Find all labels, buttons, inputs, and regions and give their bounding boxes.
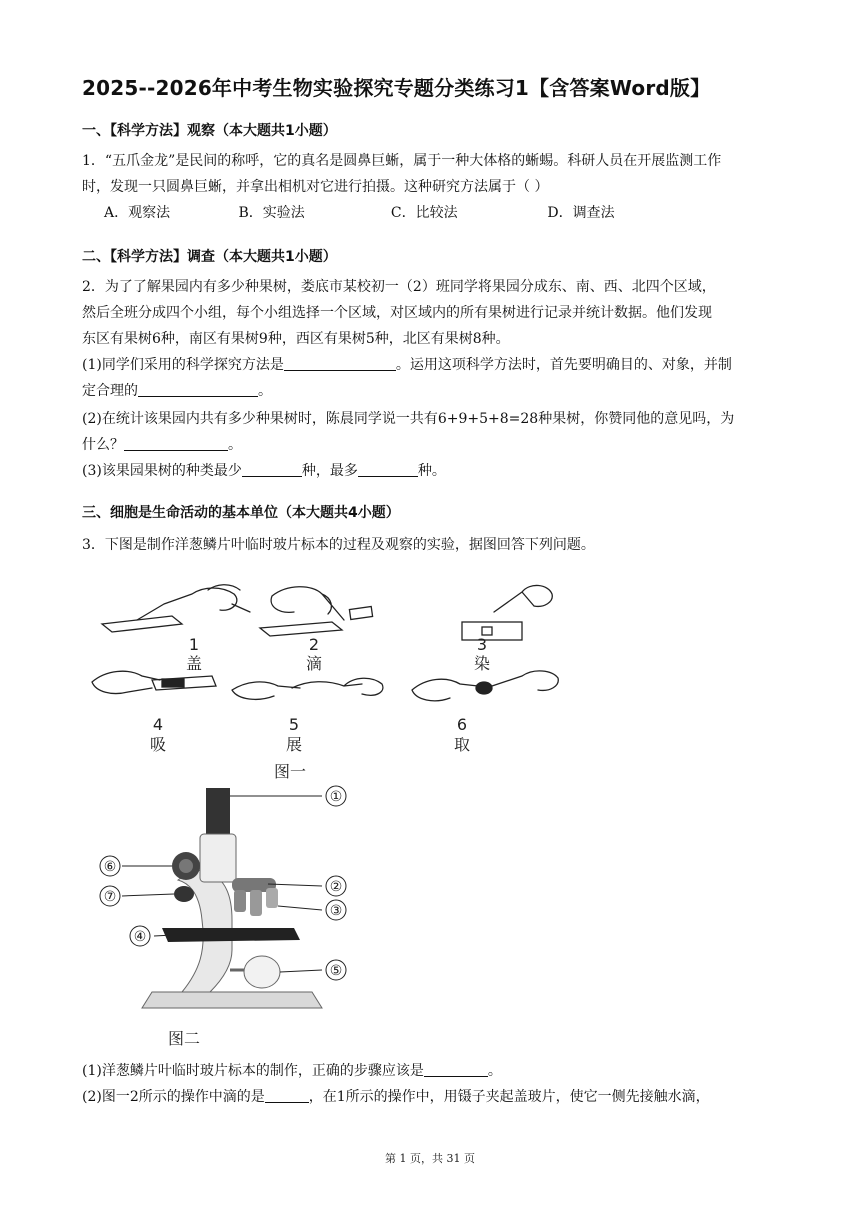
step-number: 6	[456, 715, 468, 734]
question-2-2-line-2	[82, 432, 782, 458]
figure-1-caption: 图一	[273, 762, 307, 781]
answer-blank[interactable]	[242, 462, 302, 477]
label-7: ⑦	[103, 889, 117, 905]
label-1: ①	[329, 789, 343, 805]
figure-2-caption: 图二	[167, 1029, 201, 1048]
step-number: 4	[152, 715, 164, 734]
question-2-1-line-2	[82, 378, 782, 404]
step-label: 吸	[149, 735, 167, 754]
answer-blank[interactable]	[138, 382, 258, 397]
section-heading-2: 二、【科学方法】调查（本大题共1小题）	[82, 249, 337, 265]
question-3-2	[82, 1084, 782, 1110]
question-1-line-2: 时，发现一只圆鼻巨蜥，并拿出相机对它进行拍摄。这种研究方法属于（ ）	[82, 179, 549, 195]
question-2-3-text-c: 种。	[417, 463, 446, 479]
label-3: ③	[329, 903, 343, 919]
step-label: 盖	[185, 654, 203, 673]
question-2-line-2: 然后全班分成四个小组，每个小组选择一个区域，对区域内的所有果树进行记录并统计数据。他们发现	[82, 305, 712, 321]
question-3-1-text: (1)洋葱鳞片叶临时玻片标本的制作，正确的步骤应该是	[82, 1063, 424, 1079]
answer-blank[interactable]	[265, 1088, 309, 1103]
mirror	[244, 956, 280, 988]
slide-icon	[260, 622, 342, 636]
figure-1-slide-steps	[82, 572, 592, 782]
option-d: D．调查法	[547, 205, 615, 221]
question-1-line-1: 1．“五爪金龙”是民间的称呼，它的真名是圆鼻巨蜥，属于一种大体格的蜥蜴。科研人员在开展监测工作	[82, 153, 722, 169]
step-label: 染	[473, 654, 491, 673]
label-5: ⑤	[329, 963, 343, 979]
question-2-1-text: (1)同学们采用的科学探究方法是	[82, 357, 284, 373]
needle-hand-icon	[292, 678, 383, 695]
question-2-line-3: 东区有果树6种，南区有果树9种，西区有果树5种，北区有果树8种。	[82, 331, 510, 347]
dropper-hand-icon	[494, 585, 552, 612]
answer-blank[interactable]	[284, 356, 396, 371]
objective-lens	[234, 890, 246, 912]
hand-icon	[412, 679, 478, 701]
section-heading-1: 一、【科学方法】观察（本大题共1小题）	[82, 123, 337, 139]
label-2: ②	[329, 879, 343, 895]
question-2-2-text: 什么？	[82, 437, 124, 453]
question-2-1-text-b: 。运用这项科学方法时，首先要明确目的、对象，并制	[395, 357, 732, 373]
tweezers-hand-icon	[137, 588, 237, 620]
question-2-1-line-1	[82, 352, 782, 378]
step-label: 取	[453, 735, 471, 754]
section-heading-3: 三、细胞是生命活动的基本单位（本大题共4小题）	[82, 505, 400, 521]
option-b: B．实验法	[238, 205, 305, 221]
hand-icon	[92, 671, 160, 693]
stage	[162, 928, 300, 942]
question-2-3	[82, 458, 782, 484]
hand-icon	[232, 682, 300, 699]
option-a: A．观察法	[104, 205, 171, 221]
step-number: 1	[188, 635, 200, 654]
figure-2-microscope	[82, 780, 382, 1050]
step-number: 2	[308, 635, 320, 654]
fine-focus-knob	[174, 886, 194, 902]
dropper-hand-icon	[271, 587, 344, 620]
slide-icon	[102, 616, 182, 632]
question-1-options	[104, 200, 615, 226]
label-4: ④	[133, 929, 147, 945]
question-3-1-text-b: 。	[487, 1063, 502, 1079]
microscope-base	[142, 992, 322, 1008]
question-3-1	[82, 1058, 782, 1084]
question-2-1-text-d: 。	[258, 383, 272, 399]
question-2-3-text: (3)该果园果树的种类最少	[82, 463, 242, 479]
question-2-3-text-b: 种，最多	[301, 463, 358, 479]
document-title: 2025--2026年中考生物实验探究专题分类练习1【含答案Word版】	[82, 76, 711, 100]
label-6: ⑥	[103, 859, 117, 875]
step-label: 滴	[305, 654, 323, 673]
step-number: 3	[476, 635, 488, 654]
page-footer: 第 1 页，共 31 页	[385, 1152, 475, 1165]
question-2-1-text-c: 定合理的	[82, 383, 138, 399]
question-2-2-line-1: (2)在统计该果园内共有多少种果树时，陈晨同学说一共有6+9+5+8=28种果树，你赞同他的意见吗，为	[82, 411, 735, 427]
question-3-2-text: (2)图一2所示的操作中滴的是	[82, 1089, 265, 1105]
answer-blank[interactable]	[358, 462, 418, 477]
question-3-line-1: 3．下图是制作洋葱鳞片叶临时玻片标本的过程及观察的实验，据图回答下列问题。	[82, 537, 595, 553]
question-3-2-text-b: ，在1所示的操作中，用镊子夹起盖玻片，使它一侧先接触水滴，	[308, 1089, 710, 1105]
step-number: 5	[288, 715, 300, 734]
answer-blank[interactable]	[424, 1062, 488, 1077]
answer-blank[interactable]	[124, 436, 228, 451]
eyepiece	[206, 788, 230, 836]
question-2-2-text-c: 。	[228, 437, 242, 453]
step-label: 展	[285, 735, 303, 754]
tweezers-hand-icon	[492, 671, 558, 690]
body-tube	[200, 834, 236, 882]
question-2-line-1: 2．为了了解果园内有多少种果树，娄底市某校初一（2）班同学将果园分成东、南、西、北四个区域，	[82, 279, 716, 295]
option-c: C．比较法	[390, 205, 458, 221]
